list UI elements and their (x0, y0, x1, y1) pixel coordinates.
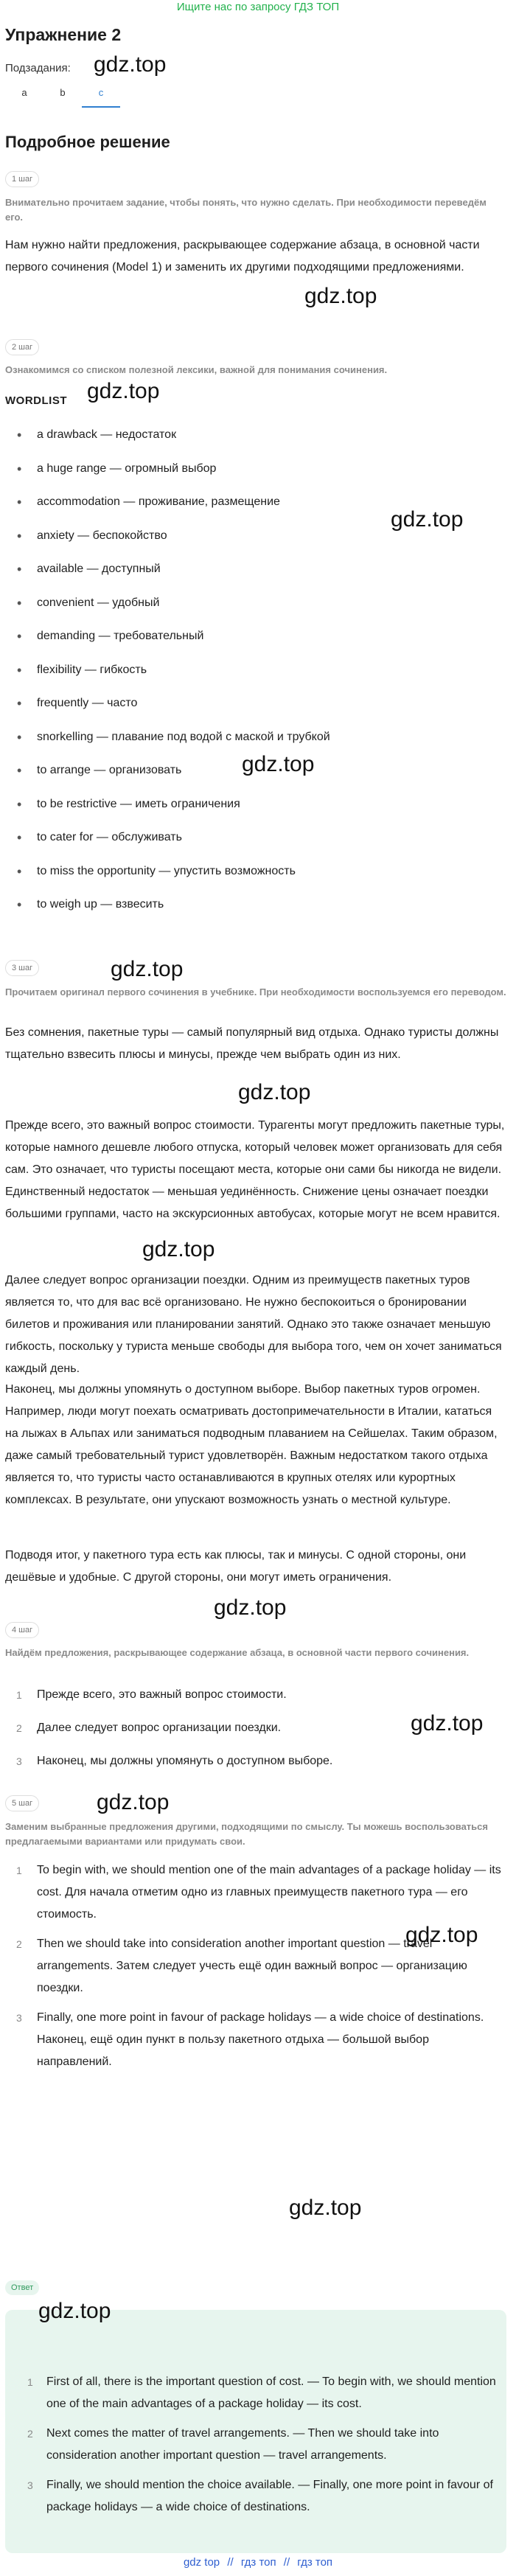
list-item: 1 First of all, there is the important question of cost. — To begin with, we should mention one of the main advantages of a package holiday — its cost. (26, 2371, 498, 2415)
list-item: 2 Далее следует вопрос организации поездки. (15, 1717, 501, 1739)
list-item: • snorkelling — плавание под водой с маской и трубкой (17, 729, 330, 745)
answer-list (26, 2371, 498, 2518)
bullet-icon: • (17, 662, 22, 678)
item-number: 3 (27, 2479, 33, 2491)
list-item: 3 Finally, we should mention the choice available. — Finally, one more point in favour of package holidays — a wide choice of destinations. (26, 2474, 498, 2518)
promo-banner[interactable]: Ищите нас по запросу ГДЗ ТОП (176, 1, 340, 13)
item-number: 2 (16, 1722, 22, 1734)
bullet-icon: • (17, 863, 22, 879)
bullet-icon: • (17, 595, 22, 610)
exercise-title: Упражнение 2 (5, 25, 122, 44)
step-badge: 3 шаг (5, 960, 39, 976)
essay-paragraph: Подводя итог, у пакетного тура есть как плюсы, так и минусы. С одной стороны, они дешёвые и удобные. С другой стороны, они могут иметь ограничения. (5, 1549, 467, 1584)
item-number: 1 (16, 1865, 22, 1876)
bullet-icon: • (17, 796, 22, 812)
watermark: gdz.top (405, 1923, 478, 1947)
answer-badge: Ответ (5, 2280, 39, 2295)
item-number: 3 (16, 1755, 22, 1767)
solution-title: Подробное решение (5, 133, 170, 151)
bullet-icon: • (17, 897, 22, 912)
step-hint: Прочитаем оригинал первого сочинения в учебнике. При необходимости воспользуемся его переводом. (5, 986, 506, 998)
list-item: • anxiety — беспокойство (17, 528, 167, 543)
wordlist (15, 426, 501, 930)
list-item: • to be restrictive — иметь ограничения (17, 796, 240, 812)
footer-separator: // (227, 2556, 234, 2569)
bullet-icon: • (17, 696, 22, 711)
item-number: 1 (16, 1689, 22, 1701)
watermark: gdz.top (94, 52, 167, 77)
watermark: gdz.top (289, 2196, 362, 2220)
step-badge: 5 шаг (5, 1795, 39, 1811)
list-item: • accommodation — проживание, размещение (17, 495, 280, 509)
watermark: gdz.top (391, 507, 464, 532)
list-item: • a drawback — недостаток (17, 428, 177, 442)
watermark: gdz.top (304, 284, 377, 308)
subtask-tabs (5, 83, 120, 108)
watermark: gdz.top (411, 1711, 484, 1736)
step-hint: Внимательно прочитаем задание, чтобы понять, что нужно сделать. При необходимости переведём его. (5, 197, 487, 223)
bullet-icon: • (17, 461, 22, 476)
list-item: • to miss the opportunity — упустить возможность (17, 863, 296, 879)
footer-links (0, 2556, 516, 2569)
list-item: • to cater for — обслуживать (17, 830, 182, 845)
watermark: gdz.top (242, 752, 315, 776)
tab-c[interactable]: c (82, 83, 120, 108)
list-item: • demanding — требовательный (17, 629, 204, 644)
list-item: 1 Прежде всего, это важный вопрос стоимости. (15, 1684, 501, 1706)
watermark: gdz.top (97, 1790, 170, 1814)
bullet-icon: • (17, 830, 22, 845)
list-item: • to arrange — организовать (17, 763, 182, 778)
replacement-list (15, 1859, 501, 2073)
footer-separator: // (283, 2556, 290, 2569)
watermark: gdz.top (38, 2299, 111, 2323)
watermark: gdz.top (87, 379, 160, 403)
step-badge: 1 шаг (5, 171, 39, 187)
list-item: 3 Наконец, мы должны упомянуть о доступном выборе. (15, 1750, 501, 1772)
list-item: 3 Finally, one more point in favour of package holidays — a wide choice of destinations. Наконец, ещё один пункт в пользу пакетного отдыха — большой выбор направлений. (15, 2007, 501, 2073)
essay-paragraph: Прежде всего, это важный вопрос стоимости. Турагенты могут предложить пакетные туры, которые намного дешевле любого отпуска, который человек может организовать для себя сам. Это означает, что туристы посещают места, которые они сами бы никогда не видели. Единственный недостаток — меньшая уединённость. Снижение цены означает поездки большими группами, часто на экскурсионных автобусах, которые могут не всем нравится. (5, 1119, 505, 1220)
bullet-icon: • (17, 495, 22, 509)
list-item: • convenient — удобный (17, 595, 160, 610)
step-badge: 4 шаг (5, 1622, 39, 1638)
step-badge: 2 шаг (5, 339, 39, 355)
wordlist-title: WORDLIST (5, 394, 67, 407)
list-item: • to weigh up — взвесить (17, 897, 164, 912)
item-number: 3 (16, 2012, 22, 2024)
essay-paragraph: Наконец, мы должны упомянуть о доступном выборе. Выбор пакетных туров огромен. Например, люди могут поехать осматривать достопримечательности в Италии, кататься на лыжах в Альпах или заниматься подводным плаванием на Сейшелах. Таким образом, даже самый требовательный турист удовлетворён. Важным недостатком такого отдыха является то, что туристы часто останавливаются в крупных отелях или курортных комплексах. В результате, они упускают возможность узнать о местной культуре. (5, 1383, 498, 1506)
step-hint: Найдём предложения, раскрывающее содержание абзаца, в основной части первого сочинения. (5, 1647, 470, 1658)
item-number: 2 (27, 2428, 33, 2440)
essay-paragraph: Без сомнения, пакетные туры — самый популярный вид отдыха. Однако туристы должны тщательно взвесить плюсы и минусы, прежде чем выбрать один из них. (5, 1026, 499, 1061)
bullet-icon: • (17, 562, 22, 577)
footer-link[interactable]: гдз топ (240, 2556, 276, 2569)
subtasks-label: Подзадания: (5, 62, 71, 74)
footer-link[interactable]: гдз топ (297, 2556, 333, 2569)
list-item: • frequently — часто (17, 696, 138, 711)
bullet-icon: • (17, 528, 22, 543)
list-item: 2 Then we should take into consideration another important question — travel arrangements. Затем следует учесть ещё один важный вопрос — организацию поездки. (15, 1933, 501, 1999)
list-item: • flexibility — гибкость (17, 662, 147, 678)
bullet-icon: • (17, 428, 22, 442)
bullet-icon: • (17, 729, 22, 745)
step-text: Нам нужно найти предложения, раскрывающее содержание абзаца, в основной части первого сочинения (Model 1) и заменить их другими подходящими предложениями. (5, 239, 480, 274)
list-item: • a huge range — огромный выбор (17, 461, 217, 476)
list-item: • available — доступный (17, 562, 161, 577)
footer-link[interactable]: gdz top (183, 2556, 220, 2569)
item-number: 2 (16, 1938, 22, 1950)
list-item: 1 To begin with, we should mention one of the main advantages of a package holiday — its cost. Для начала отметим одно из главных преимуществ пакетного тура — его стоимость. (15, 1859, 501, 1926)
item-number: 1 (27, 2376, 33, 2388)
list-item: 2 Next comes the matter of travel arrangements. — Then we should take into consideration another important question — travel arrangements. (26, 2423, 498, 2467)
bullet-icon: • (17, 629, 22, 644)
watermark: gdz.top (142, 1237, 215, 1261)
step-hint: Ознакомимся со списком полезной лексики, важной для понимания сочинения. (5, 364, 388, 375)
tab-a[interactable]: a (21, 87, 27, 98)
bullet-icon: • (17, 763, 22, 778)
step-hint: Заменим выбранные предложения другими, подходящими по смыслу. Ты можешь воспользоваться предлагаемыми вариантами или придумать свои. (5, 1821, 488, 1847)
watermark: gdz.top (214, 1595, 287, 1620)
watermark: gdz.top (238, 1080, 311, 1104)
tab-b[interactable]: b (60, 87, 66, 98)
essay-paragraph: Далее следует вопрос организации поездки. Одним из преимуществ пакетных туров является то, что для вас всё организовано. Не нужно беспокоиться о бронировании билетов и проживания или планировании занятий. Однако это также означает меньшую гибкость, поскольку у туриста меньше свободы для выбора того, чем он хочет заниматься каждый день. (5, 1274, 502, 1375)
watermark: gdz.top (111, 957, 184, 981)
